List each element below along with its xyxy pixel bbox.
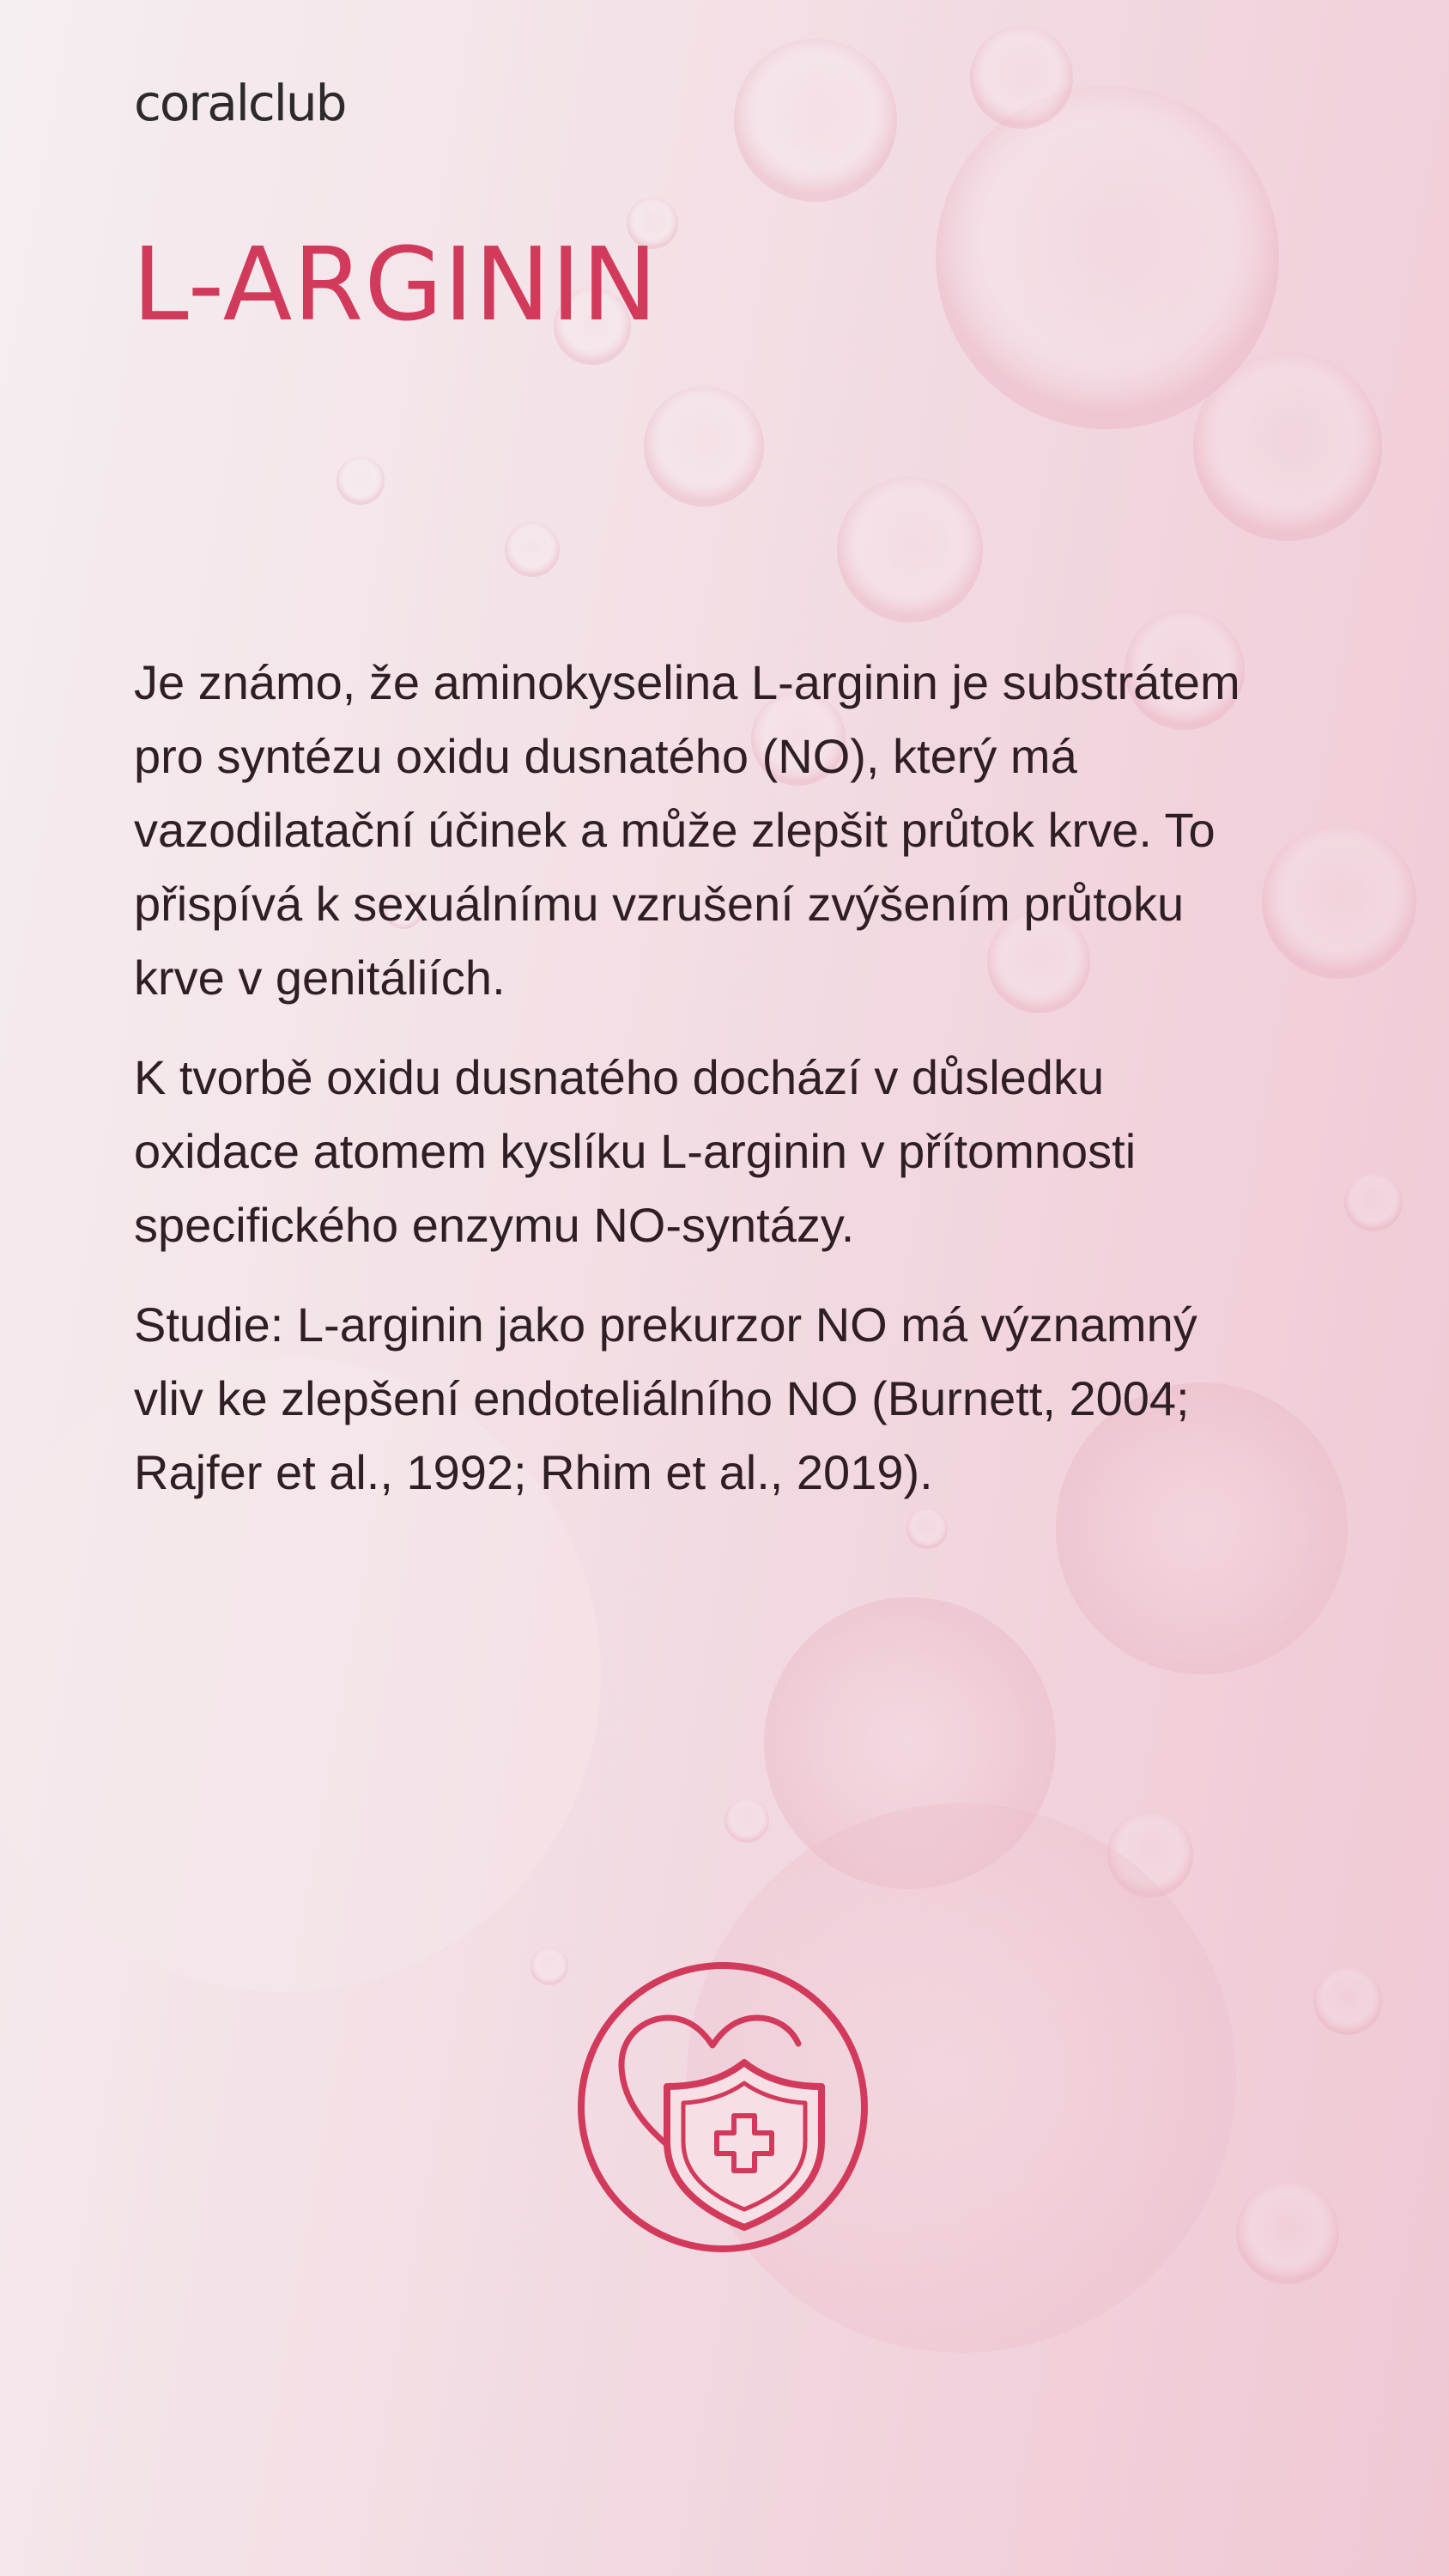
brand-logo: coralclub — [134, 74, 346, 132]
paragraph-no-formation: K tvorbě oxidu dusnatého dochází v důsledku oxidace atomem kyslíku L-arginin v přítomnosti specifického enzymu NO-syntázy. — [134, 1050, 1137, 1252]
body-text — [134, 646, 1370, 1535]
heart-shield-cross-icon — [577, 1961, 869, 2253]
paragraph-study: Studie: L-arginin jako prekurzor NO má významný vliv ke zlepšení endoteliálního NO (Burnett, 2004; Rajfer et al., 1992; Rhim et al., 2019). — [134, 1297, 1197, 1499]
page-title: L-ARGININ — [132, 225, 658, 343]
paragraph-arginine-intro: Je známo, že aminokyselina L-arginin je substrátem pro syntézu oxidu dusnatého (NO), který má vazodilatační účinek a může zlepšit průtok krve. To přispívá k sexuálnímu vzrušení zvýšením průtoku krve v genitáliích. — [134, 655, 1240, 1005]
